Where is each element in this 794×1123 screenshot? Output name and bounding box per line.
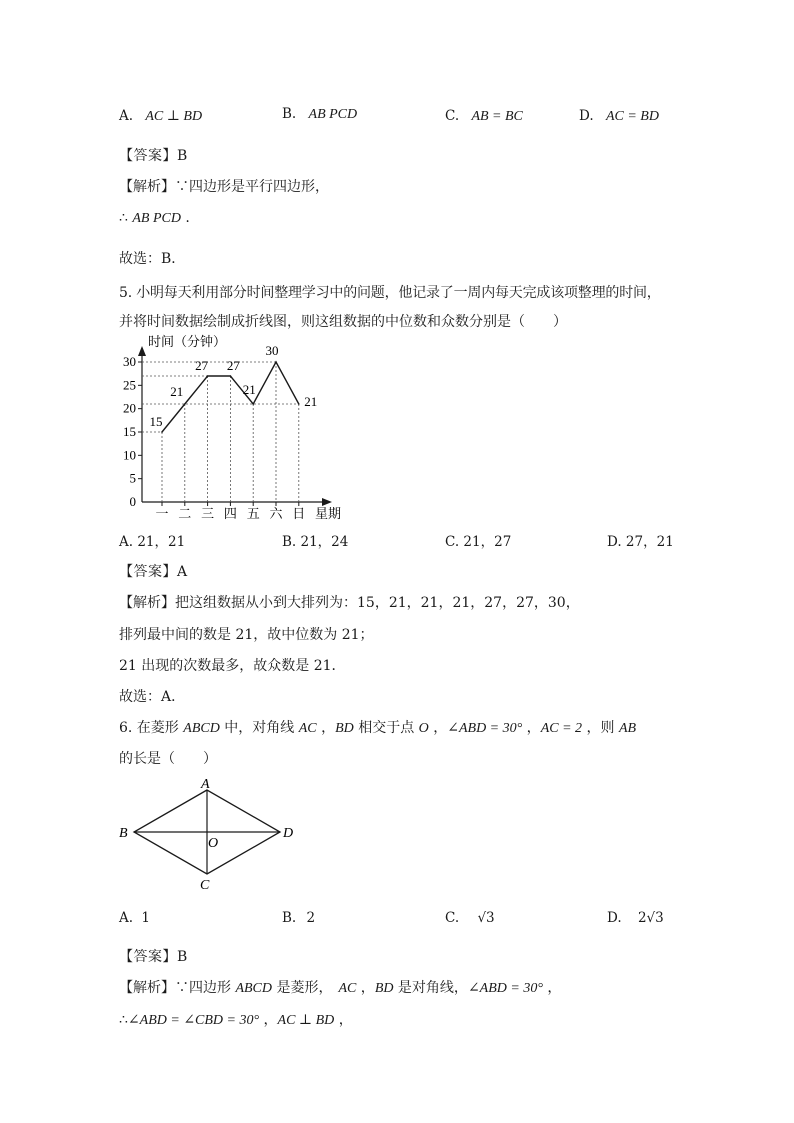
q6-stem-1 — [119, 717, 636, 737]
y-tick-label: 5 — [129, 470, 136, 486]
analysis-math: ∠ABD = 30° — [467, 981, 543, 996]
analysis-math: AC ⊥ BD — [277, 1013, 335, 1028]
option-letter: B. — [282, 910, 297, 926]
data-label: 21 — [304, 394, 318, 409]
stem-math: AC = 2 — [540, 721, 583, 736]
rhombus-diagram — [112, 774, 302, 892]
y-tick-label: 15 — [123, 424, 136, 439]
option-value: 1 — [141, 910, 150, 926]
stem-text: 相交于点 — [353, 720, 419, 736]
option-letter: C. — [445, 108, 460, 124]
analysis-label: 【解析】 — [119, 179, 175, 195]
data-point — [207, 375, 209, 377]
x-tick-label: 四 — [223, 506, 237, 521]
q6-option-c — [445, 910, 495, 926]
data-label: 27 — [195, 358, 209, 373]
x-axis-arrow — [322, 498, 332, 506]
stem-text: ，则 — [582, 720, 619, 736]
data-point — [184, 403, 186, 405]
stem-text: ， — [428, 720, 448, 736]
analysis-text: ， — [334, 1012, 353, 1028]
analysis-math: BD — [374, 981, 394, 996]
center-label-o: O — [208, 836, 219, 851]
y-tick-label: 0 — [129, 494, 136, 509]
q5-answer: 【答案】A — [119, 564, 188, 580]
stem-math: AC — [298, 721, 317, 736]
option-value: 2√3 — [637, 910, 664, 926]
q4-option-b — [282, 106, 357, 123]
q5-option-b: B. 21，24 — [282, 534, 349, 550]
q6-stem-2: 的长是（ ） — [119, 751, 217, 767]
data-point — [298, 403, 300, 405]
option-math: AC = BD — [605, 109, 659, 124]
option-letter: A. — [119, 108, 134, 124]
therefore-symbol: ∴ — [119, 1012, 128, 1028]
stem-math: ABCD — [183, 721, 220, 736]
option-letter: A. — [119, 910, 134, 926]
analysis-text: ， — [542, 980, 562, 996]
stem-math: AB — [618, 721, 637, 736]
q5-analysis-3: 21 出现的次数最多，故众数是 21． — [119, 658, 346, 674]
option-letter: B. — [282, 106, 297, 122]
y-tick-label: 20 — [123, 400, 136, 416]
data-point — [275, 361, 277, 363]
x-tick-label: 二 — [178, 506, 192, 521]
option-math: AB PCD — [308, 107, 358, 122]
analysis-text: ， — [259, 1012, 278, 1028]
x-tick-label: 一 — [155, 506, 169, 521]
q5-option-c: C. 21，27 — [445, 534, 512, 550]
stem-text: 中，对角线 — [219, 720, 299, 736]
option-letter: D. — [607, 910, 622, 926]
analysis-math: ∠ABD = ∠CBD = 30° — [127, 1013, 260, 1028]
q6-option-d — [607, 910, 664, 926]
analysis-text: 是菱形， — [272, 980, 333, 996]
q6-option-b — [282, 910, 315, 926]
y-tick-label: 10 — [123, 447, 136, 463]
q4-option-d — [579, 108, 659, 125]
q4-analysis-2 — [119, 210, 190, 227]
q5-choose: 故选：A． — [119, 689, 186, 705]
analysis-text: 【解析】∵四边形 — [119, 980, 236, 996]
vertex-label-c: C — [200, 878, 210, 892]
y-axis-arrow — [138, 346, 146, 356]
option-math: AB = BC — [471, 109, 523, 124]
vertex-label-b: B — [119, 826, 128, 841]
data-label: 21 — [170, 384, 184, 399]
y-tick-label: 30 — [123, 354, 136, 369]
option-letter: C. — [445, 910, 460, 926]
option-math: AC ⊥ BD — [145, 109, 203, 124]
q4-answer: 【答案】B — [119, 148, 188, 164]
stem-math: BD — [335, 721, 354, 736]
data-label: 27 — [226, 358, 240, 373]
analysis-text: ∵四边形是平行四边形， — [175, 179, 329, 195]
x-tick-label: 五 — [246, 506, 260, 521]
stem-text: 6. 在菱形 — [119, 720, 184, 736]
x-tick-label: 日 — [292, 506, 306, 521]
q6-analysis-2 — [119, 1009, 353, 1029]
x-axis-title: 星期 — [315, 506, 342, 521]
y-tick-label: 25 — [123, 377, 136, 393]
stem-math: ∠ABD = 30° — [447, 721, 523, 736]
q5-analysis-2: 排列最中间的数是 21，故中位数为 21； — [119, 627, 374, 643]
analysis-text: ， — [356, 980, 375, 996]
option-value: 2 — [306, 910, 316, 926]
data-point — [161, 431, 163, 433]
q6-option-a — [119, 910, 150, 926]
analysis-text: 是对角线， — [393, 980, 468, 996]
data-point — [252, 403, 254, 405]
analysis-math: ABCD — [235, 981, 273, 996]
q5-option-d: D. 27，21 — [607, 534, 674, 550]
data-label: 15 — [149, 414, 163, 429]
vertex-label-d: D — [283, 826, 294, 841]
q6-answer: 【答案】B — [119, 949, 188, 965]
q5-analysis-1: 【解析】把这组数据从小到大排列为：15，21，21，21，27，27，30， — [119, 595, 580, 611]
option-value: √3 — [477, 910, 495, 926]
y-axis-title: 时间（分钟） — [148, 334, 227, 349]
option-letter: D. — [579, 108, 594, 124]
q6-analysis-1 — [119, 977, 561, 997]
analysis-math: AB PCD — [132, 211, 181, 226]
q4-analysis-1 — [119, 176, 329, 196]
data-label: 30 — [265, 343, 279, 358]
q5-stem-1: 5. 小明每天利用部分时间整理学习中的问题，他记录了一周内每天完成该项整理的时间， — [119, 285, 661, 301]
therefore-symbol: ∴ — [119, 210, 133, 226]
x-tick-label: 三 — [201, 506, 215, 521]
q5-stem-2: 并将时间数据绘制成折线图，则这组数据的中位数和众数分别是（ ） — [119, 314, 567, 330]
x-tick-label: 六 — [269, 506, 283, 521]
analysis-math: AC — [338, 981, 357, 996]
q4-option-a — [119, 108, 202, 125]
stem-text: ， — [316, 720, 336, 736]
q4-option-c — [445, 108, 523, 125]
data-label: 21 — [242, 382, 256, 397]
data-point — [230, 375, 232, 377]
q4-choose: 故选：B． — [119, 251, 186, 267]
q5-option-a: A. 21，21 — [119, 534, 186, 550]
line-chart — [110, 332, 360, 524]
stem-text: ， — [522, 720, 541, 736]
vertex-label-a: A — [201, 777, 210, 792]
analysis-period: . — [180, 210, 190, 226]
stem-math: O — [418, 721, 429, 736]
